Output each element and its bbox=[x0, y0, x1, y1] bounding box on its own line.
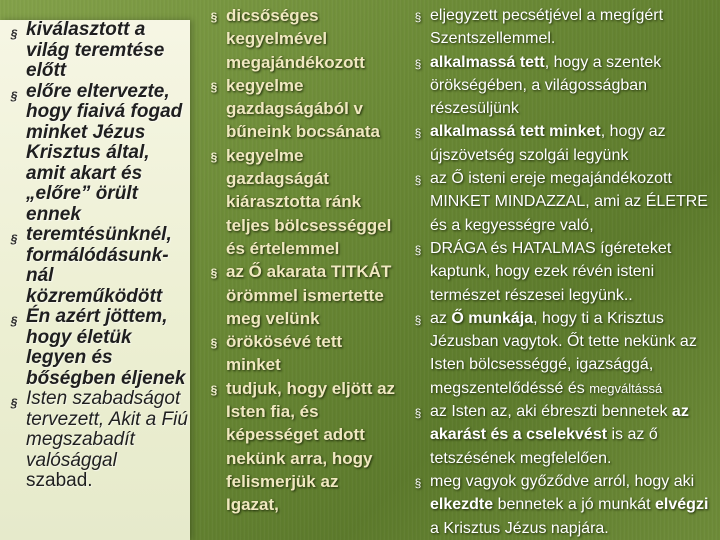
emphasis-text: alkalmassá tett bbox=[430, 53, 545, 71]
list-item bbox=[200, 377, 396, 517]
bullet-icon: § bbox=[414, 10, 422, 24]
bullet-icon: § bbox=[10, 88, 18, 103]
bullet-text-end: a Krisztus Jézus napjára. bbox=[430, 519, 609, 537]
bullet-text: Én azért jöttem, hogy életük legyen és bőségben éljenek bbox=[26, 306, 186, 389]
bullet-icon: § bbox=[210, 79, 218, 94]
bullet-text: kegyelme gazdagságából v bűneink bocsánata bbox=[226, 75, 380, 142]
bullet-icon: § bbox=[10, 396, 18, 410]
list-item bbox=[404, 120, 720, 167]
list-item bbox=[404, 167, 720, 237]
bullet-text-end: szabad. bbox=[26, 470, 93, 491]
list-item bbox=[200, 260, 396, 330]
list-item bbox=[404, 237, 720, 307]
emphasis-text: Ő munkája bbox=[451, 309, 534, 327]
bullet-text: , hogy az újszövetség szolgái legyünk bbox=[430, 123, 666, 164]
bullet-icon: § bbox=[10, 314, 18, 328]
left-bullet-list bbox=[0, 20, 188, 492]
middle-bullet-list bbox=[200, 4, 396, 517]
bullet-icon: § bbox=[414, 242, 422, 257]
list-item bbox=[200, 4, 396, 74]
bullet-text: előre eltervezte, hogy fiaivá fogad minket Jézus Krisztus által, amit akart és „előre” örült ennek bbox=[26, 80, 183, 225]
list-item bbox=[404, 51, 720, 121]
right-bullet-list bbox=[404, 4, 720, 540]
bullet-text-small: megváltássá bbox=[589, 380, 663, 396]
list-item bbox=[404, 4, 720, 51]
bullet-icon: § bbox=[414, 126, 422, 141]
list-item bbox=[0, 225, 188, 307]
bullet-icon: § bbox=[414, 312, 422, 327]
bullet-text: teremtésünknél, formálódásunk-nál közreműködött bbox=[26, 224, 172, 307]
bullet-text: tudjuk, hogy eljött az Isten fia, és képességet adott nekünk arra, hogy felismerjük az Igazat, bbox=[226, 378, 396, 515]
bullet-text: , hogy a szentek örökségében, a világosságban részesüljünk bbox=[430, 53, 662, 118]
emphasis-text: elkezdte bbox=[430, 496, 494, 514]
emphasis-text: alkalmassá tett minket bbox=[430, 123, 601, 141]
bullet-icon: § bbox=[414, 475, 422, 490]
bullet-text-lead: az Isten az, aki ébreszti bennetek bbox=[430, 403, 672, 421]
bullet-text: az Ő isteni ereje megajándékozott MINKET MINDAZZAL, ami az ÉLETRE és a kegyességre való, bbox=[430, 170, 708, 234]
bullet-text-lead: meg vagyok győződve arról, hogy aki bbox=[430, 472, 695, 490]
bullet-text: is az ő tetszésének megfelelően. bbox=[430, 426, 658, 467]
list-item bbox=[404, 400, 720, 470]
left-column bbox=[0, 20, 188, 492]
bullet-icon: § bbox=[210, 149, 218, 164]
bullet-icon: § bbox=[210, 382, 218, 397]
bullet-text: Isten szabadságot tervezett, Akit a Fiú megszabadít valósággal bbox=[26, 388, 188, 471]
bullet-text: kegyelme gazdagságát kiárasztotta ránk teljes bölcsességgel és értelemmel bbox=[226, 145, 392, 258]
bullet-text-lead: az bbox=[430, 309, 452, 327]
bullet-icon: § bbox=[414, 173, 422, 188]
bullet-icon: § bbox=[10, 232, 18, 246]
bullet-text: eljegyzett pecsétjével a megígért Szentszellemmel. bbox=[430, 7, 664, 48]
bullet-text: dicsőséges kegyelmével megajándékozott bbox=[226, 6, 365, 72]
bullet-text: , hogy ti a Krisztus Jézusban vagytok. Őt tette nekünk az Isten bölcsességgé, igazsággá, megszentelődéssé és bbox=[430, 309, 697, 397]
bullet-icon: § bbox=[210, 266, 218, 281]
list-item bbox=[404, 307, 720, 400]
bullet-icon: § bbox=[10, 27, 18, 41]
bullet-icon: § bbox=[414, 56, 422, 71]
bullet-icon: § bbox=[414, 406, 422, 421]
middle-column bbox=[200, 4, 396, 517]
list-item bbox=[200, 330, 396, 377]
list-item bbox=[0, 82, 188, 226]
bullet-text: bennetek a jó munkát bbox=[493, 496, 656, 514]
emphasis-text-2: elvégzi bbox=[655, 496, 709, 514]
bullet-icon: § bbox=[210, 10, 218, 24]
list-item bbox=[0, 389, 188, 492]
bullet-text: az Ő akarata TITKÁT örömmel ismertette meg velünk bbox=[226, 262, 392, 328]
list-item bbox=[200, 74, 396, 144]
bullet-text: DRÁGA és HATALMAS ígéreteket kaptunk, hogy ezek révén isteni természet részesei legyünk.. bbox=[430, 239, 672, 304]
right-column bbox=[404, 4, 720, 540]
emphasis-text: az akarást és a cselekvést bbox=[430, 403, 689, 444]
bullet-text: kiválasztott a világ teremtése előtt bbox=[26, 19, 165, 81]
bullet-icon: § bbox=[210, 336, 218, 351]
list-item bbox=[404, 470, 720, 540]
bullet-text: örökösévé tett minket bbox=[226, 332, 343, 375]
list-item bbox=[0, 307, 188, 389]
list-item bbox=[200, 144, 396, 260]
list-item bbox=[0, 20, 188, 82]
